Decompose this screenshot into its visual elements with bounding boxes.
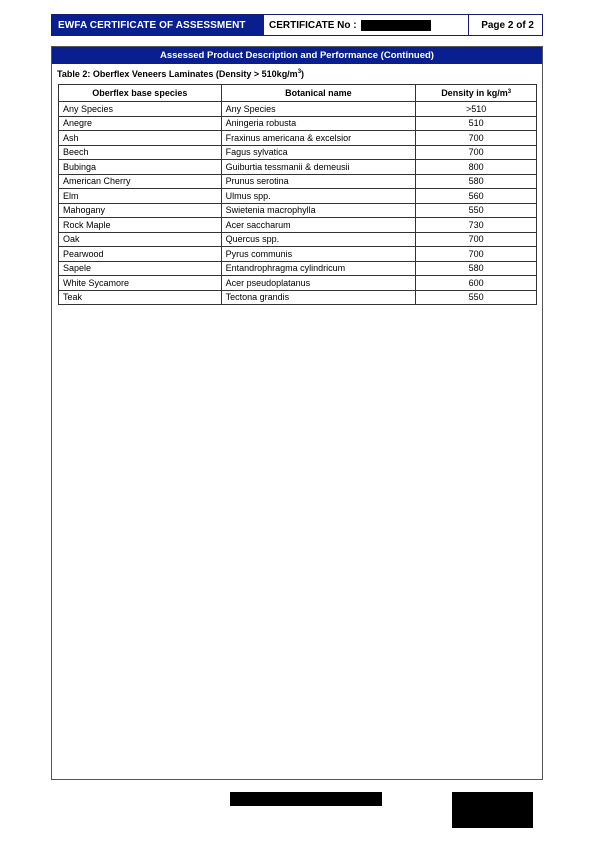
cell-density: 580 (416, 261, 537, 276)
cell-botanical: Tectona grandis (221, 290, 416, 305)
cell-botanical: Ulmus spp. (221, 189, 416, 204)
table-row (59, 102, 537, 117)
table-row (59, 232, 537, 247)
header-botanical: Botanical name (221, 85, 416, 102)
table-header-row (59, 85, 537, 102)
cell-botanical: Fraxinus americana & excelsior (221, 131, 416, 146)
cell-species: American Cherry (59, 174, 222, 189)
cell-species: Pearwood (59, 247, 222, 262)
cell-species: Mahogany (59, 203, 222, 218)
cell-species: Beech (59, 145, 222, 160)
redacted-footer-text (230, 792, 382, 806)
cell-density: 550 (416, 290, 537, 305)
table-row (59, 116, 537, 131)
redacted-footer-stamp (452, 792, 533, 828)
section-banner: Assessed Product Description and Performance (Continued) (52, 47, 542, 64)
species-density-table (58, 84, 537, 305)
table-body (59, 102, 537, 305)
table-row (59, 160, 537, 175)
redacted-certificate-number (361, 20, 431, 31)
cell-botanical: Entandrophragma cylindricum (221, 261, 416, 276)
table-row (59, 247, 537, 262)
cell-density: 580 (416, 174, 537, 189)
table-row (59, 261, 537, 276)
certificate-number (264, 15, 469, 35)
certificate-header (51, 14, 543, 36)
certificate-title: EWFA CERTIFICATE OF ASSESSMENT (52, 15, 264, 35)
cell-density: 510 (416, 116, 537, 131)
cell-density: >510 (416, 102, 537, 117)
cell-species: Ash (59, 131, 222, 146)
cell-species: Bubinga (59, 160, 222, 175)
cell-botanical: Acer pseudoplatanus (221, 276, 416, 291)
cell-density: 700 (416, 131, 537, 146)
table-row (59, 145, 537, 160)
cell-density: 600 (416, 276, 537, 291)
table-row (59, 276, 537, 291)
table-row (59, 131, 537, 146)
header-density (416, 85, 537, 102)
content-frame (51, 46, 543, 780)
cell-botanical: Fagus sylvatica (221, 145, 416, 160)
cell-density: 730 (416, 218, 537, 233)
table-caption-superscript: 3 (297, 69, 302, 75)
cell-species: Anegre (59, 116, 222, 131)
table-row (59, 189, 537, 204)
header-density-text: Density in kg/m (441, 88, 508, 98)
cell-botanical: Swietenia macrophylla (221, 203, 416, 218)
header-density-superscript: 3 (507, 89, 512, 95)
cell-density: 700 (416, 145, 537, 160)
cell-species: Sapele (59, 261, 222, 276)
cell-species: Rock Maple (59, 218, 222, 233)
cell-species: Teak (59, 290, 222, 305)
cell-density: 550 (416, 203, 537, 218)
header-species: Oberflex base species (59, 85, 222, 102)
cell-botanical: Pyrus communis (221, 247, 416, 262)
cell-botanical: Quercus spp. (221, 232, 416, 247)
cell-density: 560 (416, 189, 537, 204)
cell-botanical: Aningeria robusta (221, 116, 416, 131)
cell-density: 700 (416, 232, 537, 247)
table-row (59, 290, 537, 305)
cell-botanical: Prunus serotina (221, 174, 416, 189)
cell-species: Any Species (59, 102, 222, 117)
table-row (59, 174, 537, 189)
table-row (59, 203, 537, 218)
table-caption-end: ) (301, 69, 305, 79)
cell-species: Elm (59, 189, 222, 204)
cell-species: Oak (59, 232, 222, 247)
page-number: Page 2 of 2 (481, 19, 534, 31)
table-row (59, 218, 537, 233)
table-caption-text: Table 2: Oberflex Veneers Laminates (Density > 510kg/m (57, 69, 298, 79)
cell-botanical: Guiburtia tessmanii & demeusii (221, 160, 416, 175)
certificate-number-label: CERTIFICATE No : (269, 19, 357, 31)
table-caption (52, 64, 542, 81)
cell-density: 700 (416, 247, 537, 262)
cell-species: White Sycamore (59, 276, 222, 291)
cell-density: 800 (416, 160, 537, 175)
cell-botanical: Any Species (221, 102, 416, 117)
cell-botanical: Acer saccharum (221, 218, 416, 233)
